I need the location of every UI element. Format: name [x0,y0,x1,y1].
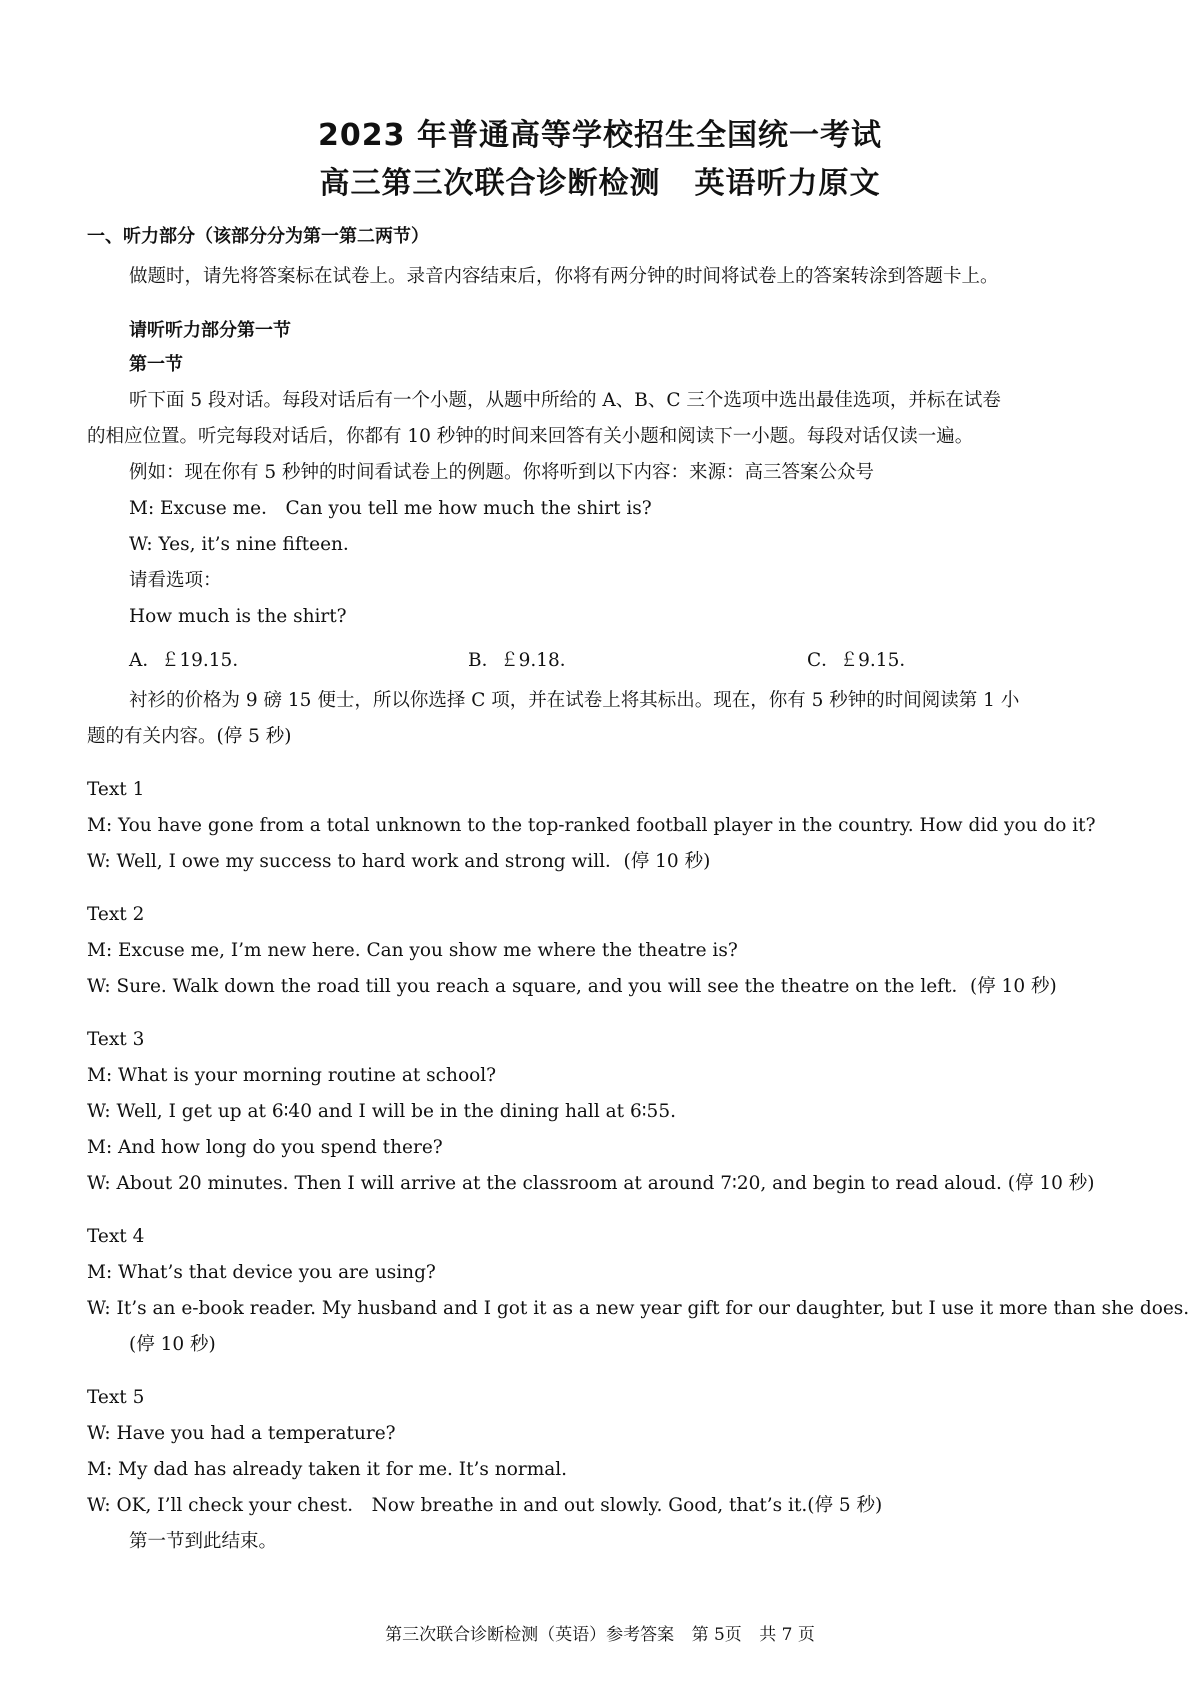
section-heading: 一、听力部分（该部分分为第一第二两节） [87,226,429,247]
example-m-line: M: Excuse me． Can you tell me how much the shirt is? [129,498,652,519]
dialogue-line: W: OK, I’ll check your chest． Now breathe in and out slowly. Good, that’s it.(停 5 秒) [87,1495,883,1516]
footer-page-number: 第 5页 [691,1625,742,1645]
dialogue-line: W: Well, I get up at 6∶40 and I will be in the dining hall at 6∶55. [87,1101,676,1122]
part-intro-line1: 听下面 5 段对话。每段对话后有一个小题，从题中所给的 A、B、C 三个选项中选出最佳选项，并标在试卷 [129,390,1001,411]
example-question: How much is the shirt? [129,606,347,627]
dialogue-line: W: Sure. Walk down the road till you reach a square, and you will see the theatre on the left．(停 10 秒) [87,976,1057,997]
dialogue-line: M: You have gone from a total unknown to the top-ranked football player in the country. How did you do it? [87,815,1096,836]
part-intro-line2: 的相应位置。听完每段对话后，你都有 10 秒钟的时间来回答有关小题和阅读下一小题。每段对话仅读一遍。 [87,426,974,447]
explanation-line2: 题的有关内容。(停 5 秒) [87,726,292,747]
dialogue-line: W: Well, I owe my success to hard work and strong will．(停 10 秒) [87,851,711,872]
example-intro: 例如：现在你有 5 秒钟的时间看试卷上的例题。你将听到以下内容：来源：高三答案公众号 [129,462,875,483]
dialogue-line: W: About 20 minutes. Then I will arrive at the classroom at around 7∶20, and begin to read aloud. (停 10 秒) [87,1173,1095,1194]
footer-page-total: 共 7 页 [759,1625,815,1645]
explanation-line1: 衬衫的价格为 9 磅 15 便士，所以你选择 C 项，并在试卷上将其标出。现在，你有 5 秒钟的时间阅读第 1 小 [129,690,1020,711]
option-a: A．￡19.15． [129,650,251,671]
title-part-b: 英语听力原文 [694,166,881,201]
text-label: Text 2 [87,904,145,925]
example-w-line: W: Yes, it’s nine fifteen． [129,534,362,555]
footer-doc-title: 第三次联合诊断检测（英语）参考答案 [385,1625,675,1645]
dialogue-line: W: Have you had a temperature? [87,1423,396,1444]
option-b: B．￡9.18． [468,650,579,671]
text-label: Text 4 [87,1226,145,1247]
dialogue-line: M: What is your morning routine at school? [87,1065,497,1086]
instruction-text: 做题时，请先将答案标在试卷上。录音内容结束后，你将有两分钟的时间将试卷上的答案转涂到答题卡上。 [129,266,999,287]
example-options [129,646,1029,672]
text-label: Text 5 [87,1387,145,1408]
part-label: 第一节 [129,354,183,375]
end-note: 第一节到此结束。 [129,1531,278,1552]
dialogue-line: M: And how long do you spend there? [87,1137,443,1158]
option-c: C．￡9.15． [807,650,918,671]
dialogue-line-continued: (停 10 秒) [129,1334,216,1355]
page-footer [0,1620,1200,1645]
page-title-line2 [0,158,1200,202]
dialogue-line: W: It’s an e-book reader. My husband and I got it as a new year gift for our daughter, but I use it more than she does. [87,1298,1190,1319]
text-label: Text 1 [87,779,145,800]
sub-heading: 请听听力部分第一节 [129,320,291,341]
page-title-line1: 2023 年普通高等学校招生全国统一考试 [318,118,882,153]
dialogue-line: M: Excuse me, I’m new here. Can you show me where the theatre is? [87,940,738,961]
text-label: Text 3 [87,1029,145,1050]
title-part-a: 高三第三次联合诊断检测 [319,166,661,201]
dialogue-line: M: My dad has already taken it for me. It’s normal. [87,1459,568,1480]
see-options-label: 请看选项： [129,570,222,591]
dialogue-line: M: What’s that device you are using? [87,1262,436,1283]
